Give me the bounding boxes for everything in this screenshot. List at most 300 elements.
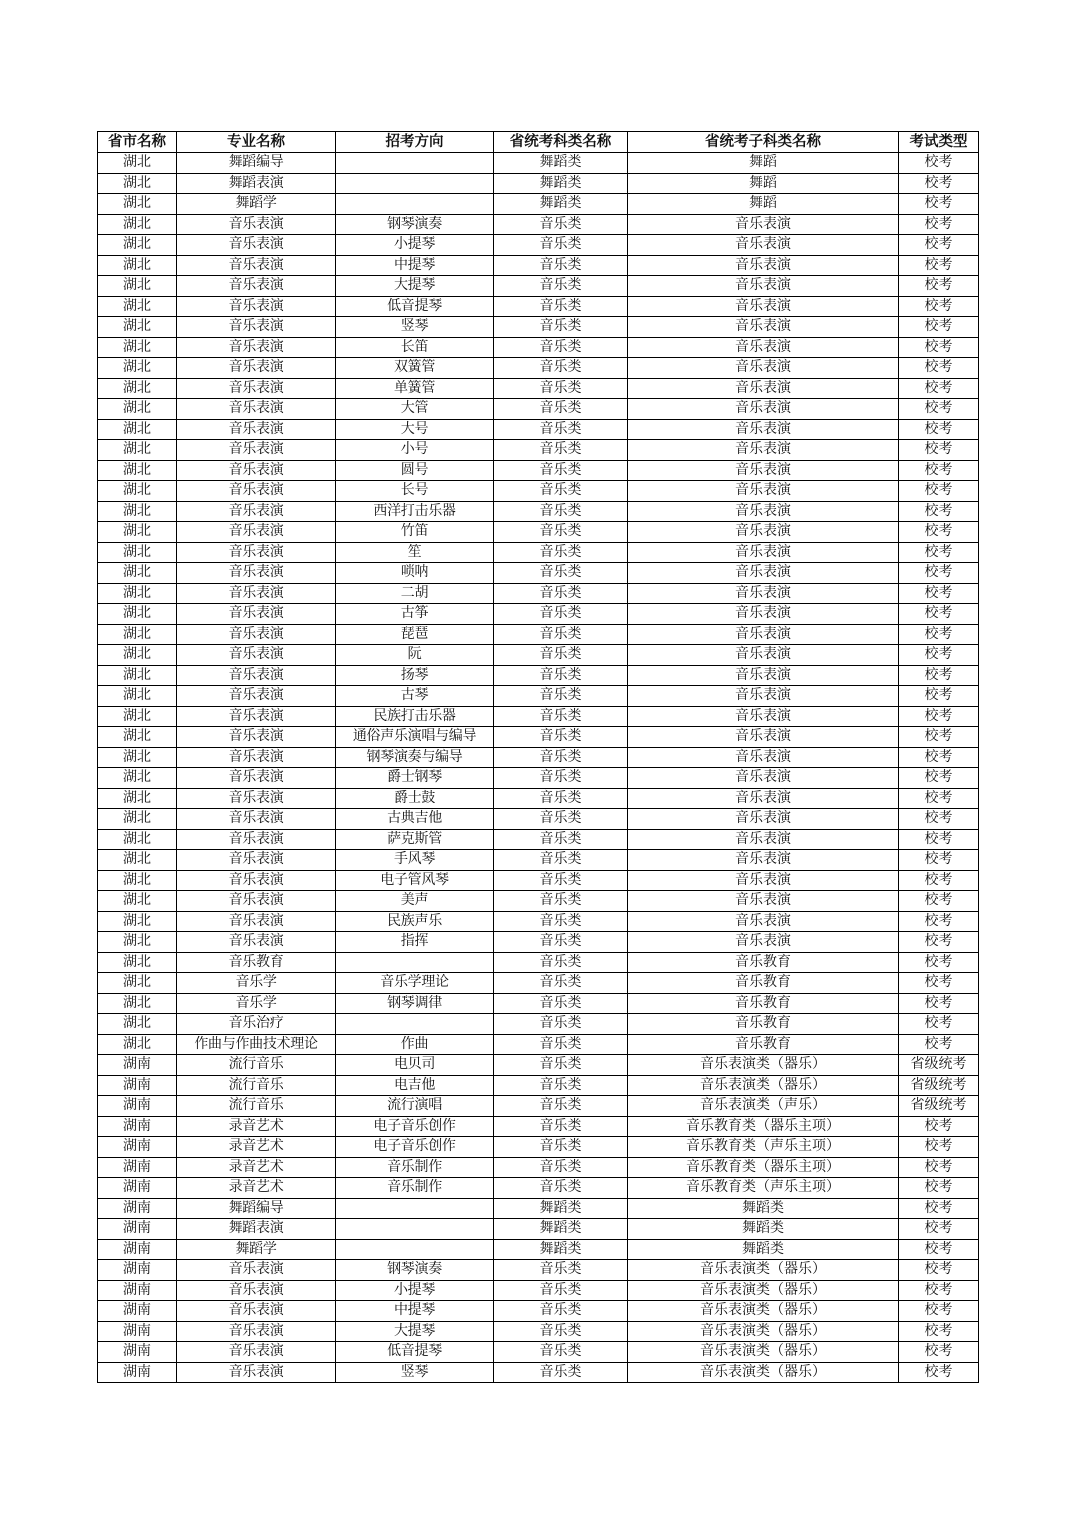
cell-subcategory: 音乐表演 [628, 419, 899, 440]
cell-subcategory: 音乐表演 [628, 788, 899, 809]
cell-exam-type: 校考 [899, 460, 979, 481]
cell-major: 音乐表演 [177, 788, 336, 809]
cell-exam-type: 校考 [899, 891, 979, 912]
cell-direction: 西洋打击乐器 [336, 501, 494, 522]
cell-province: 湖北 [98, 932, 177, 953]
cell-category: 音乐类 [494, 1157, 628, 1178]
cell-category: 音乐类 [494, 829, 628, 850]
cell-exam-type: 校考 [899, 1280, 979, 1301]
cell-exam-type: 校考 [899, 993, 979, 1014]
cell-direction: 电子音乐创作 [336, 1137, 494, 1158]
cell-major: 音乐表演 [177, 481, 336, 502]
cell-major: 音乐表演 [177, 747, 336, 768]
cell-province: 湖北 [98, 952, 177, 973]
cell-direction: 爵士钢琴 [336, 768, 494, 789]
cell-major: 录音艺术 [177, 1116, 336, 1137]
table-row [98, 173, 979, 194]
cell-province: 湖北 [98, 624, 177, 645]
cell-province: 湖北 [98, 194, 177, 215]
cell-exam-type: 校考 [899, 378, 979, 399]
table-row [98, 358, 979, 379]
table-row [98, 1157, 979, 1178]
cell-subcategory: 舞蹈 [628, 194, 899, 215]
cell-subcategory: 音乐表演 [628, 337, 899, 358]
cell-major: 录音艺术 [177, 1137, 336, 1158]
cell-exam-type: 校考 [899, 255, 979, 276]
cell-subcategory: 音乐表演 [628, 809, 899, 830]
cell-exam-type: 校考 [899, 419, 979, 440]
cell-direction: 大管 [336, 399, 494, 420]
cell-subcategory: 音乐教育 [628, 973, 899, 994]
cell-major: 音乐表演 [177, 686, 336, 707]
cell-province: 湖北 [98, 1034, 177, 1055]
table-row [98, 1260, 979, 1281]
cell-province: 湖北 [98, 481, 177, 502]
cell-major: 音乐表演 [177, 891, 336, 912]
cell-major: 流行音乐 [177, 1075, 336, 1096]
cell-subcategory: 音乐教育 [628, 1034, 899, 1055]
cell-subcategory: 音乐教育类（声乐主项） [628, 1178, 899, 1199]
cell-direction: 大提琴 [336, 1321, 494, 1342]
cell-direction [336, 173, 494, 194]
cell-direction: 竖琴 [336, 317, 494, 338]
cell-category: 音乐类 [494, 1014, 628, 1035]
cell-major: 音乐表演 [177, 706, 336, 727]
cell-exam-type: 校考 [899, 952, 979, 973]
header-row [98, 132, 979, 153]
cell-exam-type: 校考 [899, 563, 979, 584]
cell-category: 音乐类 [494, 440, 628, 461]
cell-exam-type: 校考 [899, 214, 979, 235]
cell-province: 湖北 [98, 665, 177, 686]
cell-category: 舞蹈类 [494, 1239, 628, 1260]
cell-exam-type: 校考 [899, 624, 979, 645]
cell-direction: 美声 [336, 891, 494, 912]
cell-major: 舞蹈表演 [177, 1219, 336, 1240]
table-row [98, 1198, 979, 1219]
cell-direction: 电贝司 [336, 1055, 494, 1076]
cell-category: 音乐类 [494, 1075, 628, 1096]
header-subcategory: 省统考子科类名称 [628, 132, 899, 153]
cell-category: 音乐类 [494, 399, 628, 420]
cell-major: 作曲与作曲技术理论 [177, 1034, 336, 1055]
cell-exam-type: 校考 [899, 542, 979, 563]
cell-category: 音乐类 [494, 317, 628, 338]
table-row [98, 1239, 979, 1260]
cell-major: 音乐表演 [177, 809, 336, 830]
cell-direction: 中提琴 [336, 255, 494, 276]
cell-subcategory: 音乐表演 [628, 665, 899, 686]
cell-province: 湖北 [98, 604, 177, 625]
cell-category: 舞蹈类 [494, 1219, 628, 1240]
cell-category: 音乐类 [494, 481, 628, 502]
cell-subcategory: 音乐表演类（器乐） [628, 1321, 899, 1342]
table-row [98, 993, 979, 1014]
cell-major: 音乐表演 [177, 563, 336, 584]
cell-exam-type: 校考 [899, 809, 979, 830]
cell-exam-type: 校考 [899, 706, 979, 727]
admissions-table [97, 131, 979, 1383]
cell-direction [336, 1239, 494, 1260]
cell-major: 音乐教育 [177, 952, 336, 973]
cell-major: 音乐表演 [177, 870, 336, 891]
cell-major: 音乐表演 [177, 1280, 336, 1301]
cell-major: 音乐表演 [177, 727, 336, 748]
cell-category: 音乐类 [494, 768, 628, 789]
cell-subcategory: 音乐表演 [628, 358, 899, 379]
cell-province: 湖北 [98, 891, 177, 912]
cell-category: 音乐类 [494, 911, 628, 932]
table-row [98, 686, 979, 707]
cell-direction: 小提琴 [336, 235, 494, 256]
cell-exam-type: 校考 [899, 604, 979, 625]
cell-major: 音乐表演 [177, 1301, 336, 1322]
table-row [98, 747, 979, 768]
cell-subcategory: 音乐表演类（器乐） [628, 1342, 899, 1363]
cell-exam-type: 校考 [899, 194, 979, 215]
cell-major: 音乐表演 [177, 317, 336, 338]
table-row [98, 1301, 979, 1322]
cell-direction: 大提琴 [336, 276, 494, 297]
cell-subcategory: 音乐表演 [628, 378, 899, 399]
table-row [98, 891, 979, 912]
cell-province: 湖南 [98, 1198, 177, 1219]
cell-exam-type: 校考 [899, 1260, 979, 1281]
cell-subcategory: 音乐表演类（器乐） [628, 1075, 899, 1096]
cell-province: 湖北 [98, 645, 177, 666]
table-row [98, 1342, 979, 1363]
cell-exam-type: 校考 [899, 645, 979, 666]
cell-category: 舞蹈类 [494, 173, 628, 194]
table-row [98, 378, 979, 399]
cell-exam-type: 校考 [899, 665, 979, 686]
cell-exam-type: 校考 [899, 686, 979, 707]
cell-subcategory: 音乐表演 [628, 645, 899, 666]
cell-major: 音乐表演 [177, 460, 336, 481]
cell-direction: 钢琴演奏与编导 [336, 747, 494, 768]
cell-direction: 电子管风琴 [336, 870, 494, 891]
cell-exam-type: 校考 [899, 850, 979, 871]
cell-major: 音乐表演 [177, 296, 336, 317]
cell-exam-type: 校考 [899, 829, 979, 850]
cell-category: 音乐类 [494, 686, 628, 707]
cell-exam-type: 校考 [899, 768, 979, 789]
table-row [98, 276, 979, 297]
cell-major: 舞蹈编导 [177, 153, 336, 174]
cell-category: 舞蹈类 [494, 194, 628, 215]
cell-category: 音乐类 [494, 583, 628, 604]
cell-exam-type: 校考 [899, 296, 979, 317]
table-row [98, 399, 979, 420]
cell-exam-type: 校考 [899, 522, 979, 543]
cell-subcategory: 音乐表演类（器乐） [628, 1055, 899, 1076]
cell-direction: 音乐制作 [336, 1157, 494, 1178]
cell-category: 音乐类 [494, 1178, 628, 1199]
table-row [98, 337, 979, 358]
cell-direction: 长笛 [336, 337, 494, 358]
cell-major: 音乐表演 [177, 583, 336, 604]
cell-direction [336, 1014, 494, 1035]
cell-direction: 阮 [336, 645, 494, 666]
cell-exam-type: 校考 [899, 1178, 979, 1199]
cell-direction: 扬琴 [336, 665, 494, 686]
cell-subcategory: 音乐表演 [628, 296, 899, 317]
cell-category: 音乐类 [494, 542, 628, 563]
cell-direction: 指挥 [336, 932, 494, 953]
cell-major: 音乐表演 [177, 768, 336, 789]
cell-subcategory: 音乐表演 [628, 235, 899, 256]
cell-category: 音乐类 [494, 563, 628, 584]
cell-exam-type: 校考 [899, 911, 979, 932]
cell-category: 音乐类 [494, 296, 628, 317]
table-row [98, 317, 979, 338]
cell-province: 湖北 [98, 870, 177, 891]
cell-category: 音乐类 [494, 1342, 628, 1363]
cell-exam-type: 校考 [899, 1301, 979, 1322]
cell-category: 音乐类 [494, 850, 628, 871]
cell-province: 湖南 [98, 1055, 177, 1076]
cell-direction: 流行演唱 [336, 1096, 494, 1117]
cell-province: 湖北 [98, 768, 177, 789]
table-row [98, 952, 979, 973]
cell-major: 音乐表演 [177, 829, 336, 850]
cell-category: 音乐类 [494, 378, 628, 399]
cell-province: 湖北 [98, 583, 177, 604]
cell-major: 音乐表演 [177, 440, 336, 461]
table-row [98, 481, 979, 502]
cell-province: 湖北 [98, 973, 177, 994]
cell-category: 音乐类 [494, 809, 628, 830]
cell-major: 音乐表演 [177, 399, 336, 420]
table-row [98, 1137, 979, 1158]
cell-category: 音乐类 [494, 1116, 628, 1137]
cell-subcategory: 音乐表演 [628, 686, 899, 707]
cell-category: 音乐类 [494, 235, 628, 256]
cell-subcategory: 音乐教育类（器乐主项） [628, 1116, 899, 1137]
cell-province: 湖北 [98, 153, 177, 174]
table-row [98, 665, 979, 686]
table-row [98, 624, 979, 645]
table-row [98, 235, 979, 256]
cell-category: 音乐类 [494, 952, 628, 973]
table-row [98, 1014, 979, 1035]
table-row [98, 727, 979, 748]
cell-direction: 民族声乐 [336, 911, 494, 932]
cell-province: 湖北 [98, 788, 177, 809]
cell-exam-type: 校考 [899, 1034, 979, 1055]
table-row [98, 255, 979, 276]
cell-direction [336, 952, 494, 973]
cell-direction: 通俗声乐演唱与编导 [336, 727, 494, 748]
cell-major: 舞蹈学 [177, 194, 336, 215]
cell-subcategory: 音乐表演 [628, 276, 899, 297]
cell-category: 音乐类 [494, 870, 628, 891]
cell-category: 舞蹈类 [494, 153, 628, 174]
cell-subcategory: 音乐表演 [628, 542, 899, 563]
cell-category: 音乐类 [494, 932, 628, 953]
cell-major: 音乐表演 [177, 1342, 336, 1363]
table-row [98, 1321, 979, 1342]
cell-subcategory: 音乐表演 [628, 501, 899, 522]
cell-subcategory: 音乐表演 [628, 870, 899, 891]
cell-province: 湖南 [98, 1260, 177, 1281]
cell-subcategory: 音乐表演 [628, 911, 899, 932]
cell-subcategory: 音乐表演 [628, 604, 899, 625]
cell-direction: 爵士鼓 [336, 788, 494, 809]
cell-province: 湖北 [98, 686, 177, 707]
cell-province: 湖北 [98, 276, 177, 297]
cell-major: 音乐表演 [177, 337, 336, 358]
cell-major: 音乐表演 [177, 255, 336, 276]
cell-province: 湖北 [98, 542, 177, 563]
cell-category: 音乐类 [494, 973, 628, 994]
cell-exam-type: 省级统考 [899, 1055, 979, 1076]
table-row [98, 460, 979, 481]
cell-province: 湖南 [98, 1116, 177, 1137]
table-row [98, 1219, 979, 1240]
cell-direction: 小提琴 [336, 1280, 494, 1301]
cell-category: 音乐类 [494, 419, 628, 440]
header-province: 省市名称 [98, 132, 177, 153]
cell-direction: 钢琴演奏 [336, 214, 494, 235]
cell-major: 音乐表演 [177, 235, 336, 256]
cell-province: 湖北 [98, 378, 177, 399]
cell-category: 音乐类 [494, 665, 628, 686]
cell-subcategory: 音乐教育类（器乐主项） [628, 1157, 899, 1178]
cell-exam-type: 校考 [899, 973, 979, 994]
cell-subcategory: 音乐表演类（声乐） [628, 1096, 899, 1117]
cell-category: 音乐类 [494, 747, 628, 768]
cell-category: 音乐类 [494, 1055, 628, 1076]
cell-major: 音乐表演 [177, 624, 336, 645]
cell-major: 流行音乐 [177, 1096, 336, 1117]
cell-category: 音乐类 [494, 1280, 628, 1301]
cell-direction: 二胡 [336, 583, 494, 604]
table-row [98, 932, 979, 953]
cell-major: 录音艺术 [177, 1157, 336, 1178]
cell-province: 湖南 [98, 1301, 177, 1322]
cell-province: 湖北 [98, 460, 177, 481]
header-major: 专业名称 [177, 132, 336, 153]
table-row [98, 706, 979, 727]
table-row [98, 768, 979, 789]
cell-category: 音乐类 [494, 624, 628, 645]
cell-province: 湖北 [98, 173, 177, 194]
cell-major: 音乐表演 [177, 1260, 336, 1281]
cell-category: 音乐类 [494, 522, 628, 543]
cell-province: 湖北 [98, 358, 177, 379]
cell-subcategory: 音乐表演 [628, 481, 899, 502]
cell-direction: 双簧管 [336, 358, 494, 379]
cell-subcategory: 音乐教育 [628, 993, 899, 1014]
cell-major: 音乐表演 [177, 604, 336, 625]
table-row [98, 296, 979, 317]
cell-category: 音乐类 [494, 993, 628, 1014]
table-row [98, 1362, 979, 1383]
cell-province: 湖南 [98, 1321, 177, 1342]
cell-province: 湖北 [98, 440, 177, 461]
cell-exam-type: 校考 [899, 870, 979, 891]
cell-province: 湖北 [98, 399, 177, 420]
cell-category: 音乐类 [494, 788, 628, 809]
cell-province: 湖南 [98, 1219, 177, 1240]
cell-subcategory: 音乐表演类（器乐） [628, 1280, 899, 1301]
cell-subcategory: 音乐表演 [628, 891, 899, 912]
cell-exam-type: 校考 [899, 1137, 979, 1158]
table-row [98, 501, 979, 522]
cell-exam-type: 校考 [899, 153, 979, 174]
cell-province: 湖北 [98, 911, 177, 932]
table-row [98, 1075, 979, 1096]
table-row [98, 214, 979, 235]
cell-major: 音乐表演 [177, 501, 336, 522]
cell-province: 湖北 [98, 296, 177, 317]
cell-category: 舞蹈类 [494, 1198, 628, 1219]
cell-major: 音乐表演 [177, 358, 336, 379]
table-row [98, 809, 979, 830]
cell-direction: 低音提琴 [336, 296, 494, 317]
header-exam-type: 考试类型 [899, 132, 979, 153]
cell-direction: 笙 [336, 542, 494, 563]
cell-subcategory: 舞蹈类 [628, 1198, 899, 1219]
cell-category: 音乐类 [494, 1137, 628, 1158]
cell-direction: 手风琴 [336, 850, 494, 871]
table-row [98, 604, 979, 625]
table-row [98, 194, 979, 215]
cell-province: 湖南 [98, 1137, 177, 1158]
cell-category: 音乐类 [494, 460, 628, 481]
table-row [98, 542, 979, 563]
cell-exam-type: 校考 [899, 1321, 979, 1342]
cell-exam-type: 校考 [899, 747, 979, 768]
cell-direction: 琵琶 [336, 624, 494, 645]
cell-major: 音乐学 [177, 993, 336, 1014]
cell-major: 舞蹈表演 [177, 173, 336, 194]
cell-exam-type: 校考 [899, 235, 979, 256]
cell-subcategory: 音乐表演 [628, 255, 899, 276]
cell-category: 音乐类 [494, 255, 628, 276]
cell-exam-type: 校考 [899, 583, 979, 604]
cell-exam-type: 校考 [899, 173, 979, 194]
table-row [98, 850, 979, 871]
cell-major: 音乐表演 [177, 1321, 336, 1342]
table-row [98, 522, 979, 543]
cell-subcategory: 舞蹈 [628, 153, 899, 174]
cell-subcategory: 音乐表演 [628, 317, 899, 338]
cell-province: 湖北 [98, 747, 177, 768]
cell-category: 音乐类 [494, 276, 628, 297]
table-row [98, 1096, 979, 1117]
cell-direction: 中提琴 [336, 1301, 494, 1322]
cell-exam-type: 校考 [899, 1239, 979, 1260]
cell-exam-type: 校考 [899, 788, 979, 809]
cell-subcategory: 音乐表演 [628, 583, 899, 604]
table-row [98, 973, 979, 994]
cell-direction: 竖琴 [336, 1362, 494, 1383]
cell-subcategory: 音乐教育类（声乐主项） [628, 1137, 899, 1158]
cell-subcategory: 音乐表演 [628, 214, 899, 235]
cell-major: 音乐表演 [177, 276, 336, 297]
cell-subcategory: 音乐表演 [628, 460, 899, 481]
cell-exam-type: 校考 [899, 501, 979, 522]
cell-direction: 低音提琴 [336, 1342, 494, 1363]
cell-subcategory: 舞蹈类 [628, 1219, 899, 1240]
table-row [98, 153, 979, 174]
table-row [98, 1280, 979, 1301]
cell-direction: 单簧管 [336, 378, 494, 399]
cell-exam-type: 校考 [899, 1116, 979, 1137]
cell-province: 湖北 [98, 522, 177, 543]
